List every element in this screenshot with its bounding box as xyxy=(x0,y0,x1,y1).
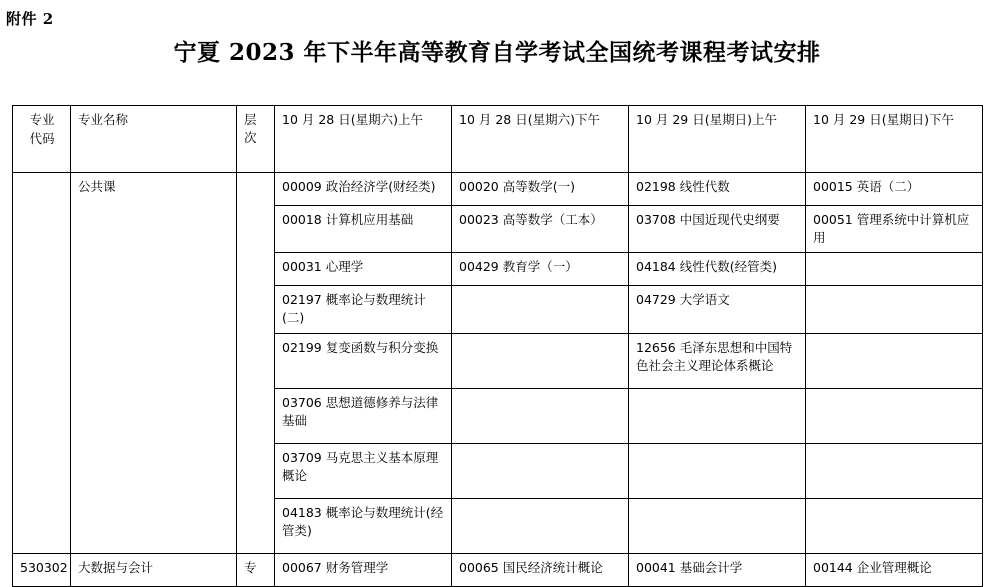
cell-course-sun-pm xyxy=(806,388,983,443)
cell-course-sat-am: 02199 复变函数与积分变换 xyxy=(275,333,452,388)
cell-course-sun-pm xyxy=(806,253,983,286)
cell-course-sat-am: 00031 心理学 xyxy=(275,253,452,286)
cell-course-sun-am: 02198 线性代数 xyxy=(629,173,806,206)
column-header-slot-sun-am: 10 月 29 日(星期日)上午 xyxy=(629,106,806,173)
cell-course-sun-pm xyxy=(806,498,983,553)
cell-course-sun-am xyxy=(629,443,806,498)
cell-course-sun-pm: 00144 企业管理概论 xyxy=(806,553,983,586)
cell-course-sun-am: 04184 线性代数(经管类) xyxy=(629,253,806,286)
cell-course-sun-pm xyxy=(806,443,983,498)
cell-course-sat-am: 03709 马克思主义基本原理概论 xyxy=(275,443,452,498)
cell-major-code: 530302 xyxy=(13,553,71,586)
cell-course-sun-pm: 00015 英语（二） xyxy=(806,173,983,206)
cell-course-sun-pm xyxy=(806,286,983,333)
cell-course-sun-am: 12656 毛泽东思想和中国特色社会主义理论体系概论 xyxy=(629,333,806,388)
cell-course-sat-am: 02197 概率论与数理统计(二) xyxy=(275,286,452,333)
column-header-major-code-line1: 专业 xyxy=(29,112,55,127)
column-header-major-name: 专业名称 xyxy=(71,106,237,173)
column-header-slot-sat-am: 10 月 28 日(星期六)上午 xyxy=(275,106,452,173)
column-header-level: 层次 xyxy=(237,106,275,173)
cell-course-sat-am: 00009 政治经济学(财经类) xyxy=(275,173,452,206)
cell-course-sat-pm: 00020 高等数学(一) xyxy=(452,173,629,206)
table-header xyxy=(13,106,983,173)
cell-major-name: 大数据与会计 xyxy=(71,553,237,586)
column-header-major-code-line2: 代码 xyxy=(29,130,55,146)
cell-course-sun-am: 03708 中国近现代史纲要 xyxy=(629,206,806,253)
cell-course-sat-am: 00018 计算机应用基础 xyxy=(275,206,452,253)
table-header-row xyxy=(13,106,983,173)
column-header-major-code xyxy=(13,106,71,173)
cell-course-sat-am: 03706 思想道德修养与法律基础 xyxy=(275,388,452,443)
cell-course-sat-pm xyxy=(452,498,629,553)
column-header-slot-sat-pm: 10 月 28 日(星期六)下午 xyxy=(452,106,629,173)
cell-course-sat-pm xyxy=(452,388,629,443)
cell-major-name: 公共课 xyxy=(71,173,237,554)
cell-course-sun-am xyxy=(629,388,806,443)
cell-course-sat-pm: 00065 国民经济统计概论 xyxy=(452,553,629,586)
cell-course-sun-am xyxy=(629,498,806,553)
cell-course-sat-am: 04183 概率论与数理统计(经管类) xyxy=(275,498,452,553)
cell-course-sat-pm: 00429 教育学（一） xyxy=(452,253,629,286)
cell-course-sun-pm: 00051 管理系统中计算机应用 xyxy=(806,206,983,253)
cell-level: 专 xyxy=(237,553,275,586)
cell-course-sun-pm xyxy=(806,333,983,388)
column-header-slot-sun-pm: 10 月 29 日(星期日)下午 xyxy=(806,106,983,173)
cell-course-sun-am: 04729 大学语文 xyxy=(629,286,806,333)
cell-major-code xyxy=(13,173,71,554)
cell-course-sat-pm xyxy=(452,286,629,333)
cell-course-sat-pm: 00023 高等数学（工本） xyxy=(452,206,629,253)
cell-course-sun-am: 00041 基础会计学 xyxy=(629,553,806,586)
cell-course-sat-pm xyxy=(452,333,629,388)
page-title: 宁夏 2023 年下半年高等教育自学考试全国统考课程考试安排 xyxy=(173,39,821,66)
exam-schedule-table-wrapper xyxy=(12,105,982,587)
exam-schedule-table xyxy=(12,105,983,587)
cell-level xyxy=(237,173,275,554)
table-body xyxy=(13,173,983,587)
cell-course-sat-pm xyxy=(452,443,629,498)
table-row xyxy=(13,173,983,206)
attachment-label: 附件 2 xyxy=(6,10,54,28)
cell-course-sat-am: 00067 财务管理学 xyxy=(275,553,452,586)
